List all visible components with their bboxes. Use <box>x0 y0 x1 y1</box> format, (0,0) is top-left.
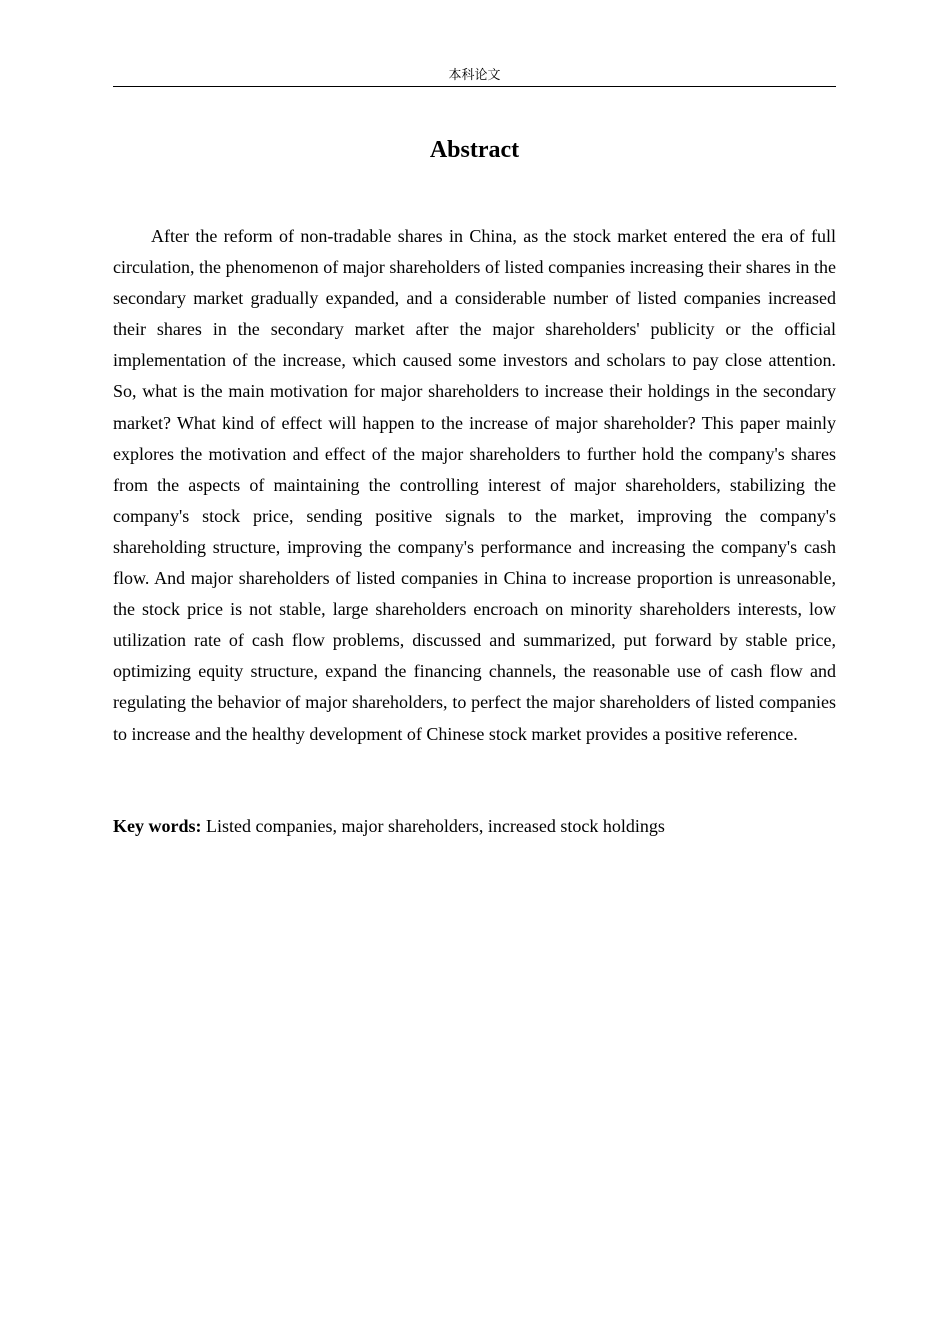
keywords-text: Listed companies, major shareholders, increased stock holdings <box>206 816 665 836</box>
running-header: 本科论文 <box>113 66 836 87</box>
keywords-label: Key words: <box>113 816 202 836</box>
keywords-line <box>113 811 836 842</box>
abstract-title: Abstract <box>429 137 520 163</box>
abstract-body: After the reform of non-tradable shares in China, as the stock market entered the era of full circulation, the phenomenon of major shareholders of listed companies increasing their shares in the secondary market gradually expanded, and a considerable number of listed companies increased their shares in the secondary market after the major shareholders' publicity or the official implementation of the increase, which caused some investors and scholars to pay close attention. So, what is the main motivation for major shareholders to increase their holdings in the secondary market? What kind of effect will happen to the increase of major shareholder? This paper mainly explores the motivation and effect of the major shareholders to further hold the company's shares from the aspects of maintaining the controlling interest of major shareholders, stabilizing the company's stock price, sending positive signals to the market, improving the company's shareholding structure, improving the company's performance and increasing the company's cash flow. And major shareholders of listed companies in China to increase proportion is unreasonable, the stock price is not stable, large shareholders encroach on minority shareholders interests, low utilization rate of cash flow problems, discussed and summarized, put forward by stable price, optimizing equity structure, expand the financing channels, the reasonable use of cash flow and regulating the behavior of major shareholders, to perfect the major shareholders of listed companies to increase and the healthy development of Chinese stock market provides a positive reference. <box>113 226 836 744</box>
